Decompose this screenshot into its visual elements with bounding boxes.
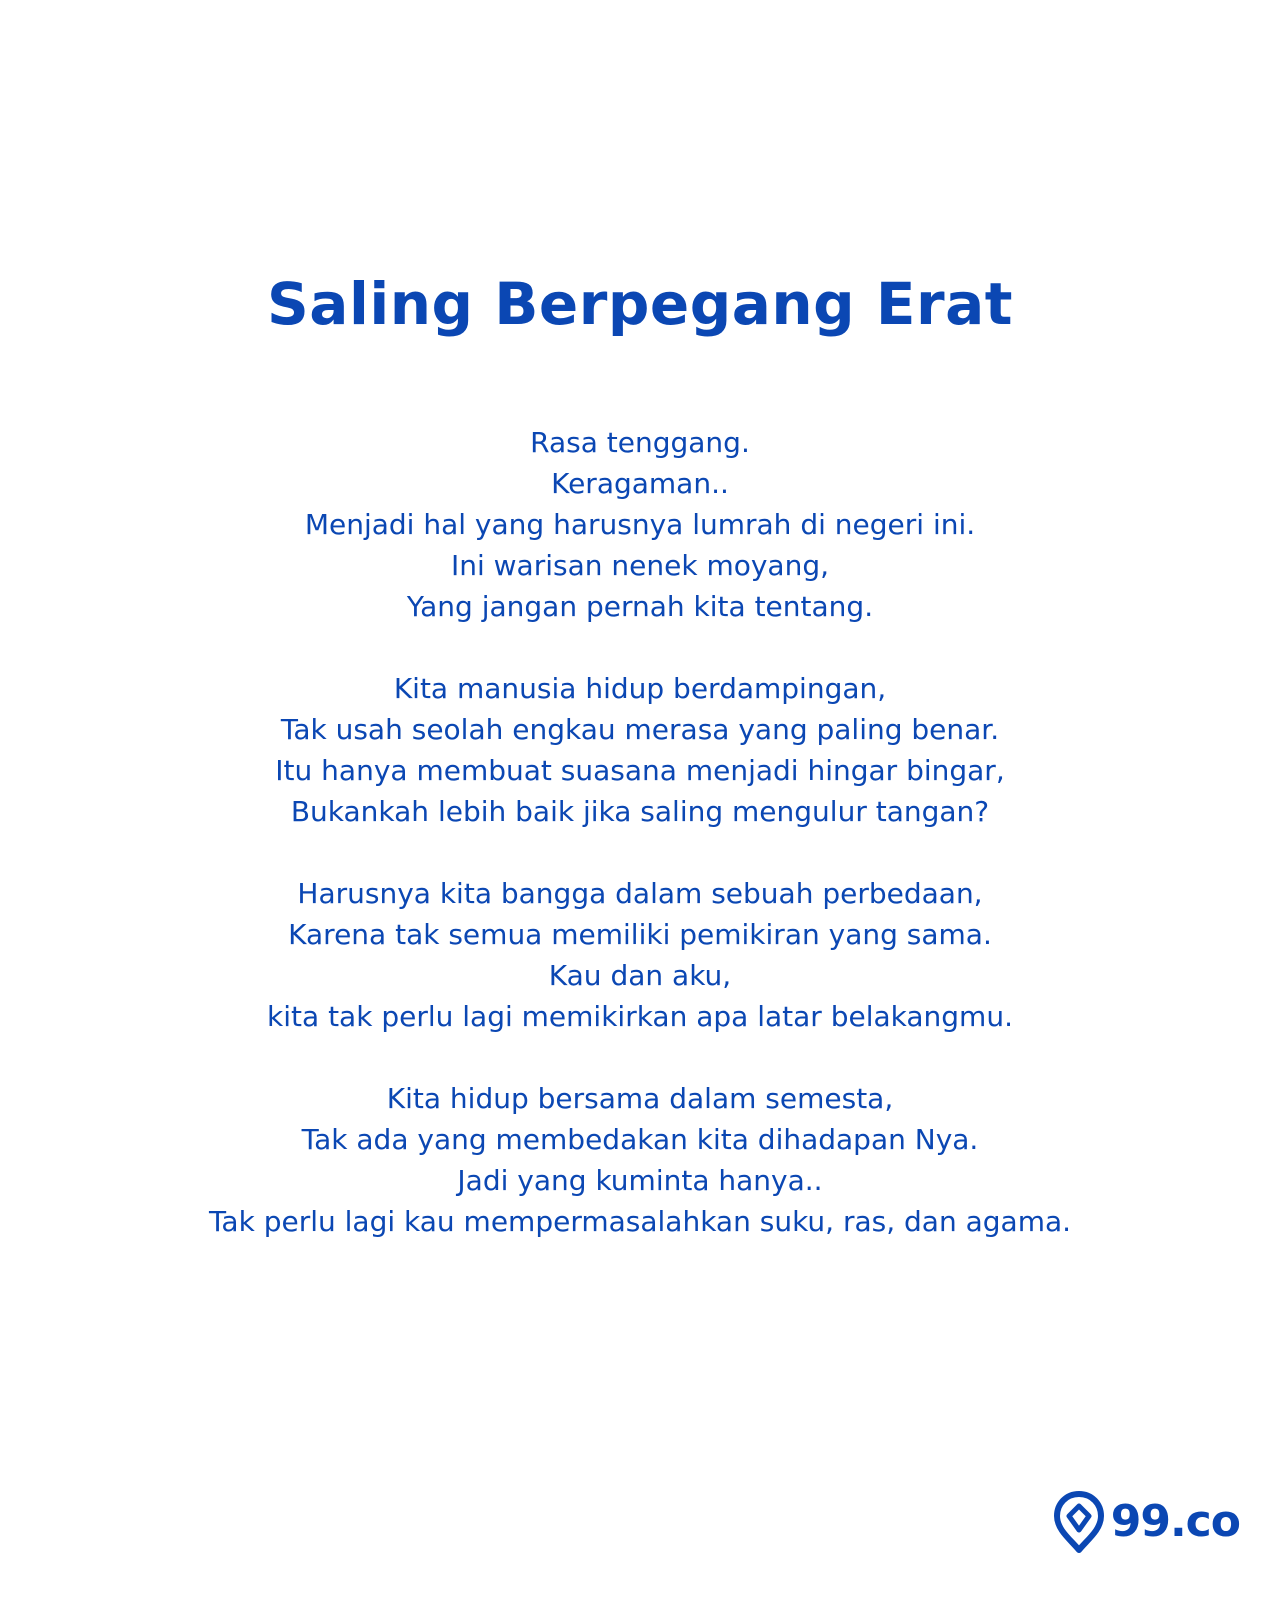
poem-line: Tak ada yang membedakan kita dihadapan Nya. [301,1123,979,1156]
location-pin-icon [1053,1490,1105,1554]
poem-title: Saling Berpegang Erat [267,270,1013,338]
poem-body [0,422,1280,1242]
poem-line: Kita manusia hidup berdampingan, [393,672,887,705]
poem-line: Kita hidup bersama dalam semesta, [386,1082,894,1115]
poem-line: Rasa tenggang. [530,426,750,459]
poem-line: Karena tak semua memiliki pemikiran yang sama. [288,918,992,951]
poem-line: Harusnya kita bangga dalam sebuah perbedaan, [297,877,983,910]
stanza-4 [0,1078,1280,1242]
poem-line: Jadi yang kuminta hanya.. [457,1164,823,1197]
poem-line: Bukankah lebih baik jika saling mengulur tangan? [290,795,990,828]
poem-line: Tak usah seolah engkau merasa yang paling benar. [280,713,1000,746]
poem-line: Itu hanya membuat suasana menjadi hingar bingar, [275,754,1005,787]
stanza-2 [0,668,1280,832]
poem-line: Kau dan aku, [548,959,732,992]
brand-logo [1053,1490,1240,1554]
poem-line: kita tak perlu lagi memikirkan apa latar belakangmu. [267,1000,1013,1033]
brand-name: 99.co [1110,1496,1240,1547]
poem-line: Keragaman.. [551,467,729,500]
stanza-1 [0,422,1280,627]
poem-line: Tak perlu lagi kau mempermasalahkan suku, ras, dan agama. [208,1205,1072,1238]
poem-line: Yang jangan pernah kita tentang. [406,590,874,623]
stanza-3 [0,873,1280,1037]
poem-line: Ini warisan nenek moyang, [450,549,830,582]
poem-line: Menjadi hal yang harusnya lumrah di negeri ini. [304,508,976,541]
